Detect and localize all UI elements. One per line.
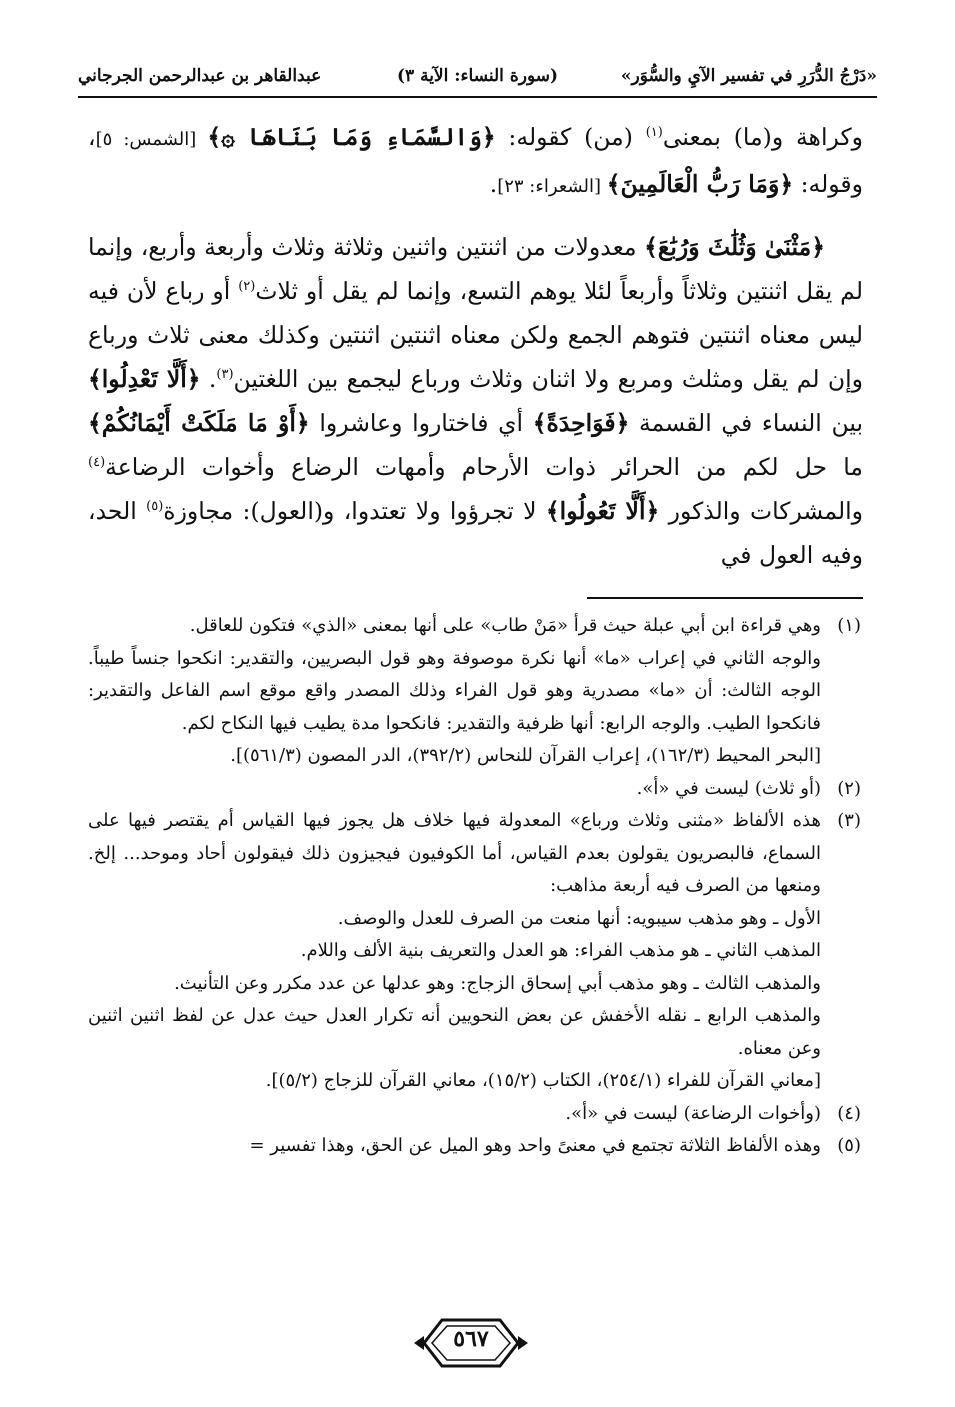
text-run: والمشركات والذكور	[659, 497, 864, 525]
footnote-text: المذهب الثاني ـ هو مذهب الفراء: هو العدل والتعريف بنية الألف واللام.	[300, 940, 821, 961]
footnote-text: (وأخوات الرضاعة) ليست في «أ».	[565, 1102, 821, 1124]
footnote-text: (أو ثلاث) ليست في «أ».	[636, 777, 821, 799]
footnote-marker-2: (٢)	[238, 279, 256, 295]
footnote-number: (٣)	[837, 810, 861, 831]
running-header	[78, 58, 877, 94]
text-run: ما حل لكم من الحرائر ذوات الأرحام وأمهات الرضاع وأخوات الرضاعة	[105, 453, 863, 481]
book-title: «دَرْجُ الدُّرَرِ في تفسير الآيِ والسُّوَر»	[620, 66, 877, 86]
footnote-reference: [معاني القرآن للفراء (٢٥٤/١)، الكتاب (١٥/٢)، معاني القرآن للزجاج (٥/٢)].	[265, 1070, 821, 1091]
footnote-marker-4: (٤)	[88, 455, 106, 471]
quran-verse: ﴿أَلَّا تَعْدِلُوا﴾	[88, 365, 201, 393]
footnote-marker-5: (٥)	[146, 499, 164, 515]
text-run: بين النساء في القسمة	[629, 409, 864, 437]
footnotes	[88, 610, 861, 1163]
footnote-number: (٢)	[837, 777, 861, 799]
footnote-text: والمذهب الرابع ـ نقله الأخفش عن بعض النحويين أنه تكرار العدل حيث عدل عن لفظ اثنين اثنين وعن معناه.	[88, 1005, 821, 1059]
text-run: وكراهة و(ما) بمعنى	[662, 123, 863, 151]
footnote-reference: [البحر المحيط (١٦٢/٣)، إعراب القرآن للنحاس (٣٩٢/٢)، الدر المصون (٥٦١/٣)].	[230, 745, 821, 766]
footnote-divider	[587, 597, 863, 599]
footnote-1	[88, 610, 861, 773]
main-text	[88, 115, 863, 577]
footnote-text: والمذهب الثالث ـ وهو مذهب أبي إسحاق الزجاج: وهو عدلها عن عدد مكرر وعن التأنيث.	[174, 972, 821, 994]
quran-verse: ﴿أَوْ مَا مَلَكَتْ أَيْمَانُكُمْ﴾	[88, 409, 310, 437]
footnote-text: والوجه الثاني في إعراب «ما» أنها نكرة موصوفة وهو قول البصريين، والتقدير: انكحوا جنساً طيباً. الوجه الثالث: أن «ما» مصدرية وهو قول الفراء وذلك المصدر واقع موقع اسم الفاعل والتقدير: فانكحوا الطيب. والوجه الرابع: أنها ظرفية والتقدير: فانكحوا مدة يطيب فيها النكاح لكم.	[88, 647, 821, 734]
text-run: .	[200, 365, 217, 393]
quran-verse: ﴿أَلَّا تَعُولُوا﴾	[545, 497, 660, 525]
page-number: ٥٦٧	[453, 1326, 489, 1352]
header-divider	[78, 96, 877, 98]
footnote-text: الأول ـ وهو مذهب سيبويه: أنها منعت من الصرف للعدل والوصف.	[337, 907, 821, 929]
footnote-number: (٥)	[837, 1135, 861, 1156]
footnote-4	[88, 1098, 861, 1131]
text-run: (من) كقوله:	[495, 123, 646, 151]
verse-citation: [الشعراء: ٢٣]	[497, 176, 607, 197]
text-run: لا تجرؤوا ولا تعتدوا، و(العول): مجاوزة	[163, 497, 546, 525]
text-run: .	[489, 170, 498, 198]
quran-verse: ﴿وَالسَّمَاءِ وَمَا بَنَاهَا ۞﴾	[207, 123, 496, 151]
text-run: ، وقوله:	[88, 123, 863, 198]
text-run: الحد، وفيه العول في	[88, 497, 863, 569]
quran-verse: ﴿فَوَاحِدَةً﴾	[532, 409, 630, 437]
footnote-text: هذه الألفاظ «مثنى وثلاث ورباع» المعدولة فيها خلاف هل يجوز فيها القياس أم يقتصر فيها على السماع، فالبصريون يقولون بعدم القياس، أما الكوفيون فيجيزون ذلك فيقولون أحاد وموحد... إلخ. ومنعها من الصرف فيه أربعة مذاهب:	[88, 810, 821, 896]
verse-citation: [الشمس: ٥]	[95, 129, 208, 150]
surah-reference: (سورة النساء: الآية ٣)	[396, 66, 559, 86]
footnote-text: وهذه الألفاظ الثلاثة تجتمع في معنىً واحد وهو الميل عن الحق، وهذا تفسير =	[249, 1135, 821, 1156]
text-run: أو رباع لأن فيه ليس معناه اثنتين فتوهم الجمع ولكن معناه اثنتين اثنتين وكذلك معنى ثلاث ورباع وإن لم يقل ومثلث ومربع ولا اثنان وثلاث ورباع ليجمع بين اللغتين	[88, 277, 864, 393]
footnote-5	[88, 1130, 861, 1163]
footnote-text: وهي قراءة ابن أبي عبلة حيث قرأ «مَنْ طاب» على أنها بمعنى «الذي» فتكون للعاقل.	[189, 615, 821, 636]
quran-verse: ﴿وَمَا رَبُّ الْعَالَمِينَ﴾	[606, 170, 794, 198]
footnote-marker-1: (١)	[645, 125, 663, 141]
author-name: عبدالقاهر بن عبدالرحمن الجرجاني	[78, 66, 322, 86]
footnote-2	[88, 773, 861, 806]
text-run: أي فاختاروا وعاشروا	[309, 409, 533, 437]
paragraph-2	[88, 225, 863, 577]
footnote-3	[88, 805, 861, 1098]
footnote-marker-3: (٣)	[216, 367, 234, 383]
paragraph-1	[88, 115, 863, 209]
footnote-number: (١)	[837, 615, 861, 636]
footnote-number: (٤)	[837, 1102, 861, 1124]
text-run: معدولات من اثنتين واثنين وثلاثة وثلاث وأربعة وأربع، وإنما لم يقل اثنتين وثلاثاً وأربعاً لئلا يوهم التسع، وإنما لم يقل أو ثلاث	[88, 233, 863, 305]
quran-verse: ﴿مَثْنَىٰ وَثُلَٰثَ وَرُبَٰعَ﴾	[644, 233, 826, 261]
